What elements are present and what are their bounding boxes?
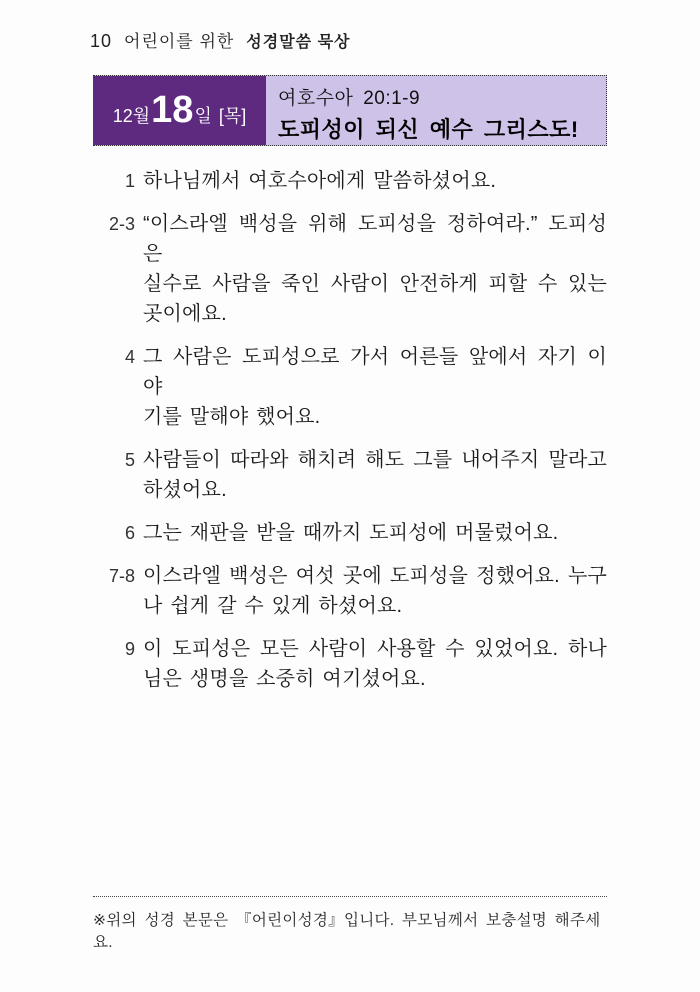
verse-line: 나 쉽게 갈 수 있게 하셨어요. — [143, 595, 403, 617]
verse-number: 9 — [124, 639, 135, 659]
footer-note: ※위의 성경 본문은 『어린이성경』입니다. 부모님께서 보충설명 해주세요. — [93, 912, 601, 951]
verse-row — [93, 445, 607, 505]
verse-line: 그 사람은 도피성으로 가서 어른들 앞에서 자기 이야 — [143, 346, 607, 398]
verse-line: 그는 재판을 받을 때까지 도피성에 머물렀어요. — [143, 522, 559, 544]
verse-line: 이 도피성은 모든 사람이 사용할 수 있었어요. 하나 — [143, 638, 607, 660]
page-number: 10 — [90, 31, 113, 51]
verse-text — [143, 166, 607, 196]
verse-row — [93, 561, 607, 621]
verse-row — [93, 166, 607, 196]
verse-line: 사람들이 따라와 해치려 해도 그를 내어주지 말라고 — [143, 449, 607, 471]
date-weekday: [목] — [218, 106, 247, 126]
verse-text — [143, 209, 607, 329]
devotion-title: 도피성이 되신 예수 그리스도! — [278, 117, 579, 142]
verse-text — [143, 445, 607, 505]
verse-line: 이스라엘 백성은 여섯 곳에 도피성을 정했어요. 누구 — [143, 565, 607, 587]
verse-line: 하셨어요. — [143, 479, 227, 501]
verse-line: 하나님께서 여호수아에게 말씀하셨어요. — [143, 170, 497, 192]
book-title-part2: 성경말씀 묵상 — [246, 34, 351, 51]
date-day: 18 — [151, 89, 194, 131]
verse-number: 4 — [124, 347, 135, 367]
verse-line: 기를 말해야 했어요. — [143, 406, 321, 428]
devotion-header-right — [266, 76, 606, 145]
verse-text — [143, 634, 607, 694]
date-day-suffix: 일 — [194, 106, 212, 126]
verse-number: 1 — [124, 171, 135, 191]
verse-row — [93, 634, 607, 694]
verse-number: 2-3 — [108, 214, 135, 234]
verse-number: 5 — [124, 450, 135, 470]
running-header — [90, 27, 350, 52]
footer-divider — [93, 896, 607, 897]
verse-row — [93, 518, 607, 548]
date-month: 12월 — [112, 106, 151, 126]
verse-text — [143, 561, 607, 621]
book-title-part1: 어린이를 위한 — [124, 32, 235, 51]
date-panel — [93, 76, 266, 145]
date-text — [113, 90, 246, 130]
verse-line: 곳이에요. — [143, 303, 227, 325]
scripture-body — [93, 166, 607, 707]
verse-row — [93, 209, 607, 329]
verse-line: 님은 생명을 소중히 여기셨어요. — [143, 668, 426, 690]
scripture-reference: 여호수아 20:1-9 — [278, 88, 421, 109]
verse-line: 실수로 사람을 죽인 사람이 안전하게 피할 수 있는 — [143, 273, 607, 295]
devotion-header-box — [93, 75, 607, 146]
verse-text — [143, 342, 607, 432]
verse-text — [143, 518, 607, 548]
verse-row — [93, 342, 607, 432]
verse-number: 7-8 — [108, 566, 135, 586]
verse-number: 6 — [124, 523, 135, 543]
verse-line: “이스라엘 백성을 위해 도피성을 정하여라.” 도피성은 — [143, 213, 607, 265]
